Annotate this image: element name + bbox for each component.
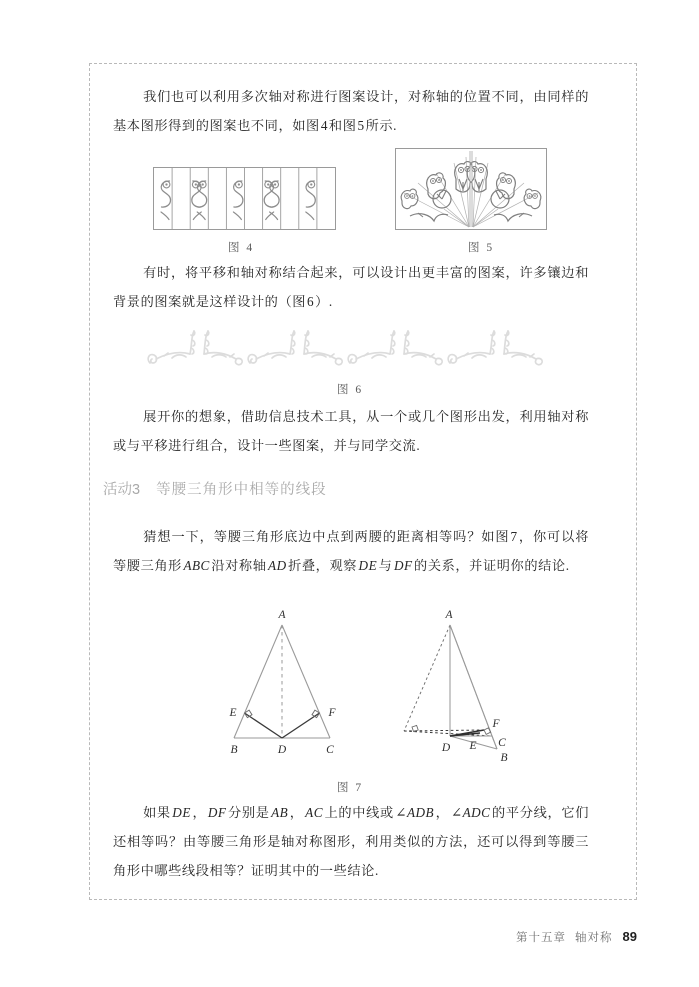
fig6-caption-label: 图 bbox=[336, 384, 351, 396]
p1-figure-ref-4: 4 bbox=[320, 118, 328, 133]
figure-4-caption bbox=[196, 239, 286, 255]
p2-text-a: 有时，将平移和轴对称结合起来，可以设计出更丰富的图案，许多镶边和背景的图案就是这样设计的（图 bbox=[113, 265, 589, 309]
figure-7-right-svg bbox=[392, 603, 542, 771]
p5-math-ab: AB bbox=[271, 805, 289, 820]
label-B: B bbox=[500, 752, 508, 764]
p5-math-angle-adc: ∠ADC bbox=[451, 805, 491, 820]
label-E: E bbox=[229, 707, 237, 719]
p5-text-a: 如果 bbox=[143, 805, 171, 820]
p3-text: 展开你的想象，借助信息技术工具，从一个或几个图形出发，利用轴对称或与平移进行组合，设计一些图案，并与同学交流. bbox=[113, 409, 589, 453]
p4-text-f: 的关系，并证明你的结论. bbox=[414, 558, 570, 573]
p5-text-b: ， bbox=[192, 805, 207, 820]
p1-text-a: 我们也可以利用多次轴对称进行图案设计，对称轴的位置不同，由同样的基本图形得到的图案也不同，如图 bbox=[113, 89, 589, 133]
page-footer bbox=[380, 929, 637, 945]
p4-math-df: DF bbox=[393, 558, 413, 573]
p1-text-c: 所示. bbox=[365, 118, 398, 133]
p5-math-df: DF bbox=[207, 805, 227, 820]
label-A: A bbox=[278, 609, 286, 621]
figure-6-caption bbox=[305, 381, 395, 397]
p5-text-g: 的平分线，它们还相等吗？由等腰三角形是轴对称图形，利用类似的方法，还可以得到等腰三角形中哪些线段相等？证明其中的一些结论. bbox=[113, 805, 589, 878]
p4-figure-ref-7: 7 bbox=[510, 529, 518, 544]
label-F: F bbox=[492, 718, 500, 730]
figure-6-svg bbox=[146, 322, 556, 374]
figure-5-caption bbox=[436, 239, 526, 255]
label-B: B bbox=[230, 744, 238, 756]
paragraph-imagination-task bbox=[113, 402, 589, 460]
fig4-caption-number: 4 bbox=[246, 242, 255, 254]
paragraph-conjecture bbox=[113, 522, 589, 580]
p5-text-d: ， bbox=[289, 805, 304, 820]
activity-3-heading bbox=[103, 478, 327, 499]
p1-figure-ref-5: 5 bbox=[357, 118, 365, 133]
fig5-caption-number: 5 bbox=[486, 242, 495, 254]
figure-7-caption bbox=[305, 779, 395, 795]
activity-title: 等腰三角形中相等的线段 bbox=[156, 482, 327, 498]
fig7-caption-number: 7 bbox=[355, 782, 364, 794]
activity-number: 活动3 bbox=[103, 482, 141, 498]
p4-text-d: 折叠，观察 bbox=[288, 558, 358, 573]
p2-text-b: ）. bbox=[315, 294, 333, 309]
p5-math-ac: AC bbox=[305, 805, 323, 820]
fig5-caption-label: 图 bbox=[467, 242, 482, 254]
p4-math-ad: AD bbox=[268, 558, 287, 573]
figure-7-left-svg bbox=[212, 603, 352, 771]
figure-7-left-unfolded-triangle bbox=[212, 603, 352, 771]
label-D: D bbox=[277, 744, 287, 756]
figure-5-mirrored-floral bbox=[395, 148, 547, 230]
p5-text-e: 上的中线或 bbox=[324, 805, 394, 820]
label-A: A bbox=[445, 609, 453, 621]
footer-chapter: 第十五章 bbox=[516, 932, 567, 944]
paragraph-extension-question bbox=[113, 798, 589, 885]
paragraph-intro-multi-axis bbox=[113, 82, 589, 140]
figure-5-svg bbox=[396, 149, 546, 229]
figure-7-right-folded-triangle bbox=[392, 603, 542, 771]
p5-math-de: DE bbox=[172, 805, 191, 820]
p5-text-c: 分别是 bbox=[227, 805, 270, 820]
p2-figure-ref-6: 6 bbox=[307, 294, 315, 309]
page-number: 89 bbox=[622, 929, 637, 944]
p4-math-abc: ABC bbox=[183, 558, 210, 573]
p4-math-de: DE bbox=[358, 558, 378, 573]
fig6-caption-number: 6 bbox=[355, 384, 364, 396]
label-E: E bbox=[469, 740, 477, 752]
label-C: C bbox=[498, 737, 506, 749]
p4-text-a: 猜想一下，等腰三角形底边中点到两腰的距离相等吗？如图 bbox=[143, 529, 510, 544]
label-F: F bbox=[328, 707, 336, 719]
p5-text-f: ， bbox=[435, 805, 450, 820]
figure-4-svg bbox=[154, 168, 335, 229]
p4-text-c: 沿对称轴 bbox=[211, 558, 267, 573]
p4-text-e: 与 bbox=[378, 558, 393, 573]
fig7-caption-label: 图 bbox=[336, 782, 351, 794]
fig4-caption-label: 图 bbox=[227, 242, 242, 254]
paragraph-translation-combination bbox=[113, 258, 589, 316]
p5-math-angle-adb: ∠ADB bbox=[395, 805, 435, 820]
label-C: C bbox=[326, 744, 334, 756]
figure-6-decorative-border bbox=[146, 322, 556, 374]
label-D: D bbox=[441, 742, 451, 754]
p4-text-b: ，你可以将等腰三角形 bbox=[113, 529, 589, 573]
p1-text-b: 和图 bbox=[328, 118, 357, 133]
figure-4-strip-pattern bbox=[153, 167, 336, 230]
footer-section: 轴对称 bbox=[575, 932, 613, 944]
